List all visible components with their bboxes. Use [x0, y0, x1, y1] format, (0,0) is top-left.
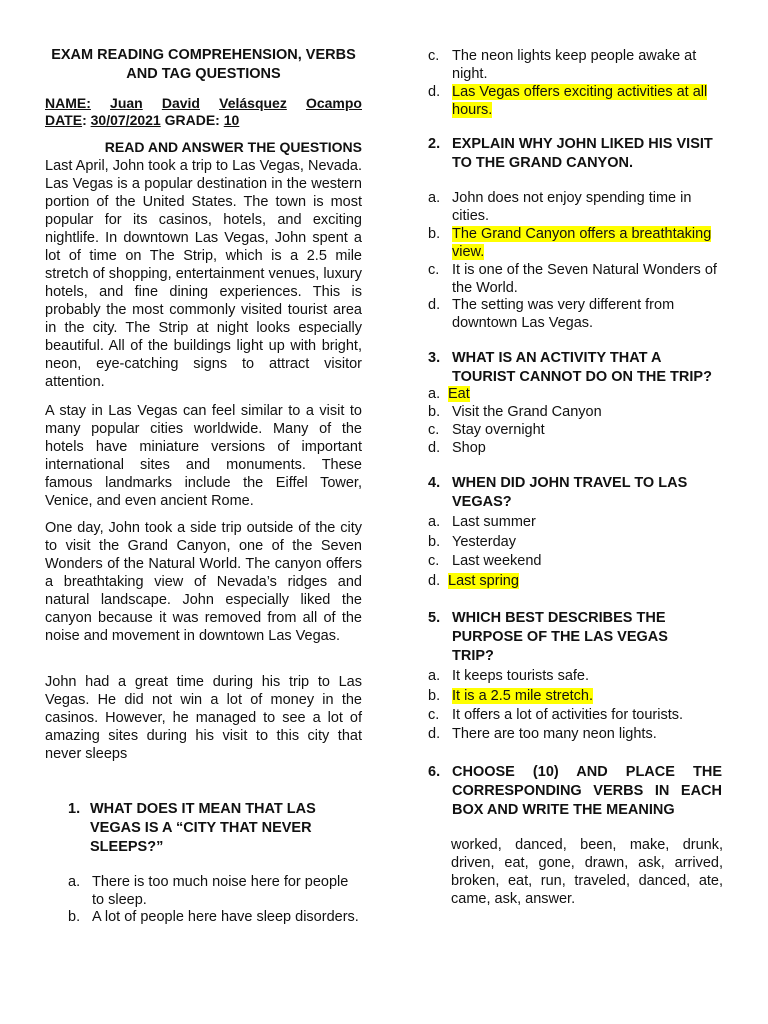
selected-answer-highlight: Las Vegas offers exciting activities at all hours.: [452, 84, 708, 118]
title-line-1: EXAM READING COMPREHENSION, VERBS: [51, 47, 356, 63]
date-line: DATE: 30/07/2021 GRADE: 10: [45, 112, 240, 128]
question-4-option-c: [428, 552, 722, 570]
question-2-option-a: [428, 189, 722, 225]
question-6-heading: [428, 763, 722, 820]
question-3-option-c: [428, 421, 722, 439]
option-letter: d.: [428, 440, 441, 456]
question-4-option-a: [428, 513, 722, 531]
question-number: 5.: [428, 610, 441, 626]
option-letter: a.: [68, 874, 81, 890]
verb-list: worked, danced, been, make, drunk, driven, eat, gone, drawn, ask, arrived, broken, eat, run, traveled, danced, ate, came, ask, answer.: [451, 837, 723, 907]
question-2-option-d: [428, 296, 722, 332]
grade-label: GRADE:: [164, 112, 220, 128]
question-3-option-d: [428, 439, 722, 457]
question-5-heading: [428, 609, 722, 666]
exam-title: [45, 46, 362, 84]
question-3-heading: [428, 349, 722, 387]
question-4-option-b: [428, 533, 722, 551]
option-text: Stay overnight: [452, 422, 545, 438]
option-letter: c.: [428, 707, 440, 723]
question-1-heading: [68, 800, 330, 857]
option-letter: d.: [428, 726, 441, 742]
title-line-2: AND TAG QUESTIONS: [126, 66, 281, 82]
question-2-heading: [428, 135, 722, 173]
name-word: Velásquez: [219, 95, 287, 111]
date-label: DATE: [45, 112, 83, 128]
passage-paragraph-2: A stay in Las Vegas can feel similar to a visit to many popular cities worldwide. Many of the hotels have miniature versions of important international sites and monuments. These famous landmarks include the Eiffel Tower, Venice, and even ancient Rome.: [45, 403, 362, 509]
question-text: EXPLAIN WHY JOHN LIKED HIS VISIT TO THE GRAND CANYON.: [452, 136, 713, 171]
option-letter: c.: [428, 553, 440, 569]
question-1-option-b: [68, 908, 362, 926]
question-4-option-d: [428, 572, 722, 590]
question-1-option-c: [428, 47, 722, 83]
option-letter: d.: [428, 573, 441, 589]
question-1-option-a: [68, 873, 362, 909]
option-text: It is one of the Seven Natural Wonders of the World.: [452, 262, 717, 296]
question-5-option-c: [428, 706, 722, 724]
option-letter: b.: [428, 534, 441, 550]
question-number: 4.: [428, 475, 441, 491]
question-3-option-a: [428, 385, 722, 403]
question-number: 2.: [428, 136, 441, 152]
option-text: It offers a lot of activities for tourists.: [452, 707, 684, 723]
option-text: Yesterday: [452, 534, 516, 550]
option-letter: a.: [428, 514, 441, 530]
name-word: David: [161, 95, 200, 111]
instructions-heading: READ AND ANSWER THE QUESTIONS: [104, 139, 362, 155]
option-letter: c.: [428, 48, 440, 64]
name-word: Ocampo: [305, 95, 362, 111]
option-text: Last weekend: [452, 553, 542, 569]
question-text: WHAT DOES IT MEAN THAT LAS VEGAS IS A “CITY THAT NEVER SLEEPS?”: [90, 801, 316, 855]
question-text: WHAT IS AN ACTIVITY THAT A TOURIST CANNOT DO ON THE TRIP?: [452, 350, 712, 385]
question-4-heading: [428, 474, 722, 512]
option-text: There are too many neon lights.: [452, 726, 657, 742]
option-letter: a.: [428, 386, 441, 402]
question-text: CHOOSE (10) AND PLACE THE CORRESPONDING VERBS IN EACH BOX AND WRITE THE MEANING: [452, 764, 722, 818]
question-5-option-a: [428, 667, 722, 685]
selected-answer-highlight: Eat: [448, 386, 470, 402]
question-number: 6.: [428, 764, 441, 780]
option-text: A lot of people here have sleep disorders.: [92, 909, 359, 925]
name-line: [45, 94, 362, 112]
passage-paragraph-3: One day, John took a side trip outside of the city to visit the Grand Canyon, one of the Seven Wonders of the Natural World. The canyon offers a breathtaking view of Nevada’s ridges and natural landscape. John especially liked the canyon because it was removed from all of the noise and movement in downtown Las Vegas.: [45, 520, 362, 644]
option-letter: b.: [428, 688, 441, 704]
question-2-option-b: [428, 225, 722, 261]
option-text: John does not enjoy spending time in cities.: [452, 190, 692, 224]
option-text: Last summer: [452, 514, 536, 530]
option-text: There is too much noise here for people to sleep.: [92, 874, 349, 908]
option-text: The neon lights keep people awake at night.: [452, 48, 697, 82]
option-letter: b.: [428, 404, 441, 420]
option-letter: b.: [428, 226, 441, 242]
grade-value: 10: [223, 112, 240, 128]
question-text: WHEN DID JOHN TRAVEL TO LAS VEGAS?: [452, 475, 688, 510]
option-letter: c.: [428, 262, 440, 278]
date-value: 30/07/2021: [90, 112, 161, 128]
selected-answer-highlight: Last spring: [448, 573, 519, 589]
option-text: The setting was very different from downtown Las Vegas.: [452, 297, 675, 331]
option-text: It keeps tourists safe.: [452, 668, 590, 684]
option-letter: b.: [68, 909, 81, 925]
selected-answer-highlight: The Grand Canyon offers a breathtaking view.: [452, 226, 712, 260]
question-number: 1.: [68, 801, 81, 817]
question-text: WHICH BEST DESCRIBES THE PURPOSE OF THE LAS VEGAS TRIP?: [452, 610, 668, 664]
passage-paragraph-1: Last April, John took a trip to Las Vegas, Nevada. Las Vegas is a popular destination in the western portion of the United States. The town is most popular for its casinos, hotels, and exciting nightlife. In downtown Las Vegas, John spent a lot of time on The Strip, which is a 2.5 mile stretch of shopping, entertainment venues, luxury hotels, and fine dining experiences. This is probably the most commonly visited tourist area in the city. The Strip at night looks especially beautiful. All of the buildings light up with bright, neon, eye-catching signs to attract visitor attention.: [45, 158, 362, 390]
passage-paragraph-4: John had a great time during his trip to Las Vegas. He did not win a lot of money in the casinos. However, he managed to see a lot of amazing sites during his visit to this city that never sleeps: [45, 674, 362, 762]
option-letter: c.: [428, 422, 440, 438]
selected-answer-highlight: It is a 2.5 mile stretch.: [452, 688, 594, 704]
option-letter: a.: [428, 190, 441, 206]
name-label: NAME:: [45, 95, 91, 111]
option-text: Shop: [452, 440, 486, 456]
question-1-option-d: [428, 83, 722, 119]
question-number: 3.: [428, 350, 441, 366]
option-letter: a.: [428, 668, 441, 684]
option-letter: d.: [428, 297, 441, 313]
question-5-option-b: [428, 687, 722, 705]
option-letter: d.: [428, 84, 441, 100]
question-3-option-b: [428, 403, 722, 421]
question-5-option-d: [428, 725, 722, 743]
name-word: Juan: [110, 95, 143, 111]
option-text: Visit the Grand Canyon: [452, 404, 602, 420]
question-2-option-c: [428, 261, 722, 297]
